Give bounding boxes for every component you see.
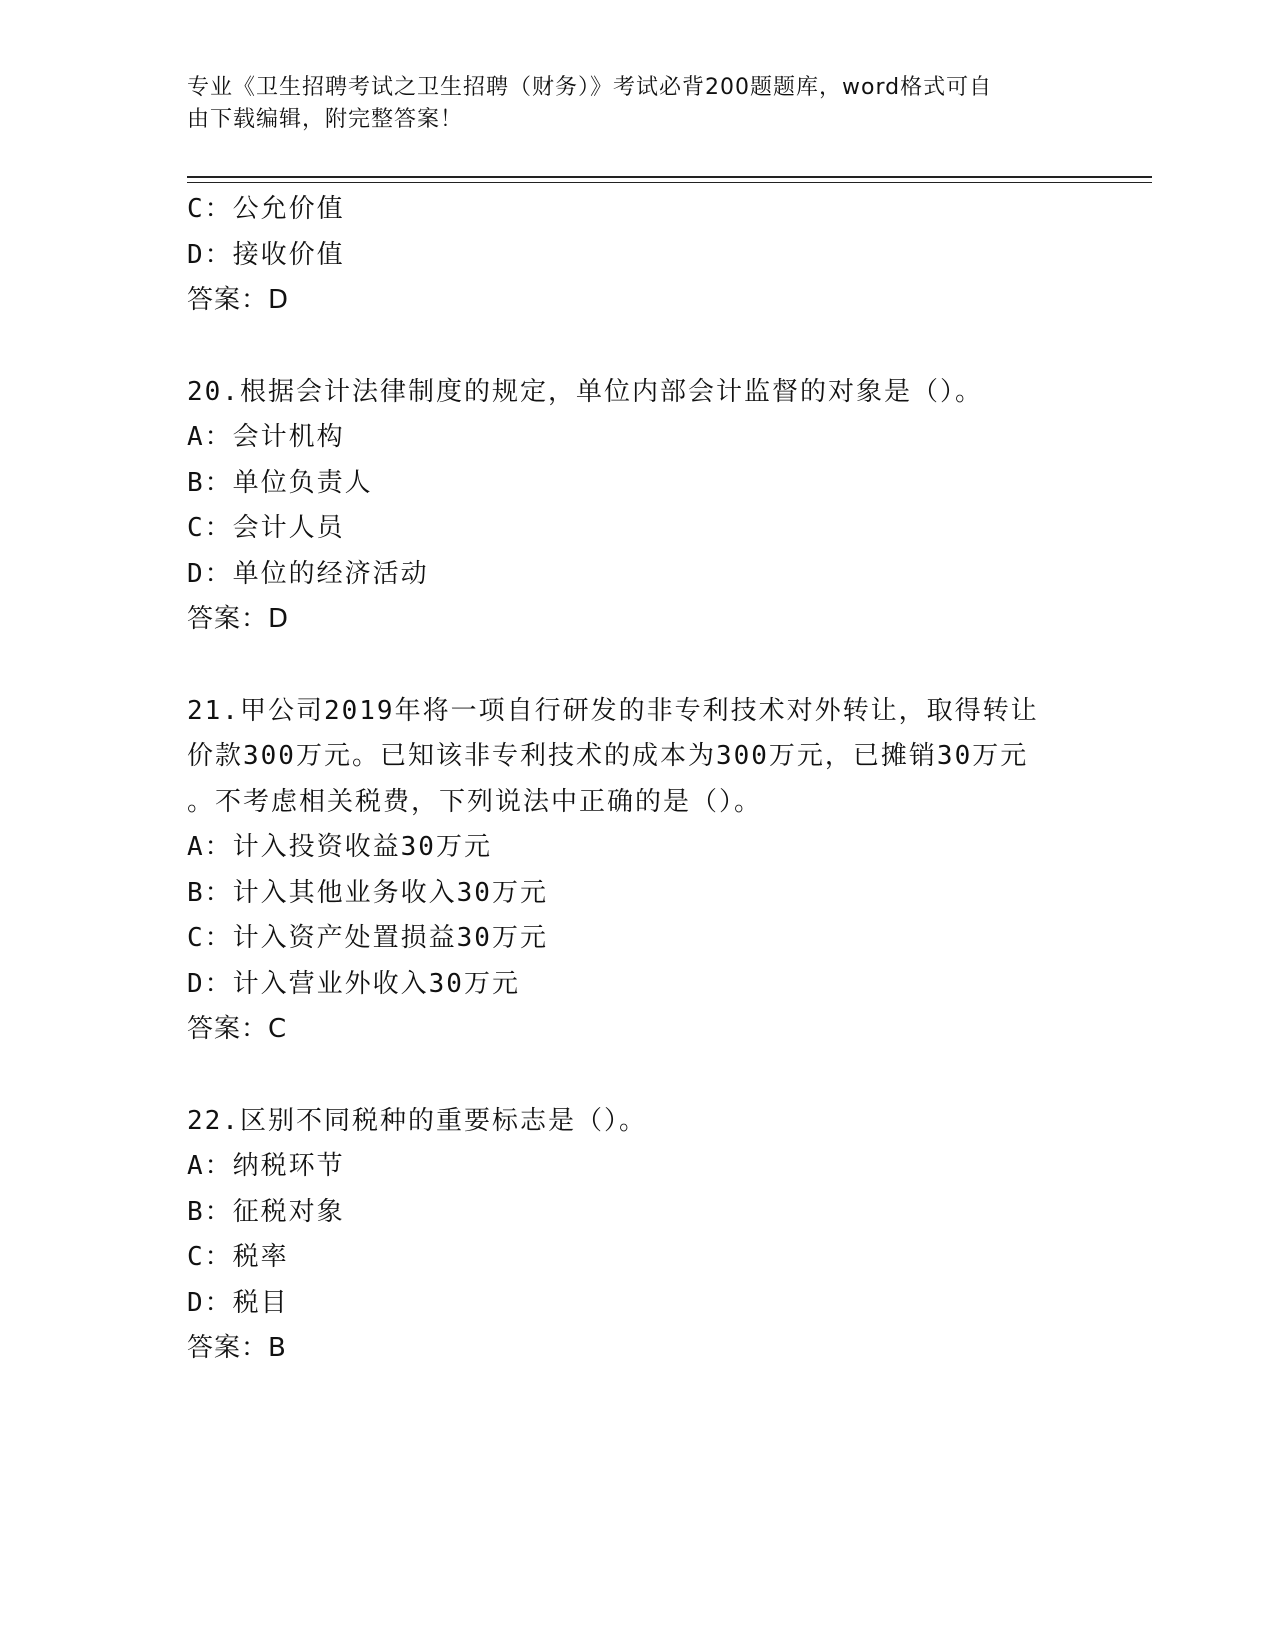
question-stem-line-3: 。不考虑相关税费，下列说法中正确的是（）。	[187, 786, 763, 817]
answer-line: 答案：C	[187, 1014, 288, 1044]
option-c: C：税率	[187, 1242, 289, 1272]
option-c: C：会计人员	[187, 513, 345, 543]
answer-line: 答案：D	[187, 285, 290, 315]
question-list	[187, 187, 1087, 1372]
option-b: B：计入其他业务收入30万元	[187, 877, 548, 908]
question-21	[187, 689, 1087, 1053]
answer-line: 答案：B	[187, 1333, 287, 1363]
question-stem: 20.根据会计法律制度的规定，单位内部会计监督的对象是（）。	[187, 376, 983, 407]
option-d: D：接收价值	[187, 239, 345, 270]
header-title-line-1: 专业《卫生招聘考试之卫生招聘（财务）》考试必背200题题库，word格式可自	[187, 75, 993, 100]
option-a: A：纳税环节	[187, 1151, 345, 1181]
option-d: D：计入营业外收入30万元	[187, 968, 520, 999]
question-stem: 22.区别不同税种的重要标志是（）。	[187, 1105, 647, 1136]
header-title-line-2: 由下载编辑，附完整答案！	[187, 107, 464, 132]
spacer	[187, 324, 1087, 370]
option-d: D：税目	[187, 1287, 289, 1318]
option-c: C：计入资产处置损益30万元	[187, 923, 548, 953]
option-a: A：计入投资收益30万元	[187, 832, 492, 862]
option-b: B：单位负责人	[187, 467, 373, 498]
question-stem-line-1: 21.甲公司2019年将一项自行研发的非专利技术对外转让，取得转让	[187, 695, 1039, 726]
header-divider-thin	[187, 182, 1152, 183]
option-a: A：会计机构	[187, 422, 345, 452]
continued-question	[187, 187, 1087, 324]
question-22	[187, 1099, 1087, 1372]
question-20	[187, 370, 1087, 643]
header-divider-thick	[187, 176, 1152, 178]
option-c: C：公允价值	[187, 194, 345, 224]
spacer	[187, 1053, 1087, 1099]
question-stem-line-2: 价款300万元。已知该非专利技术的成本为300万元，已摊销30万元	[187, 741, 1029, 771]
answer-line: 答案：D	[187, 604, 290, 634]
spacer	[187, 643, 1087, 689]
option-b: B：征税对象	[187, 1196, 345, 1227]
option-d: D：单位的经济活动	[187, 558, 429, 589]
document-header	[187, 72, 1087, 136]
